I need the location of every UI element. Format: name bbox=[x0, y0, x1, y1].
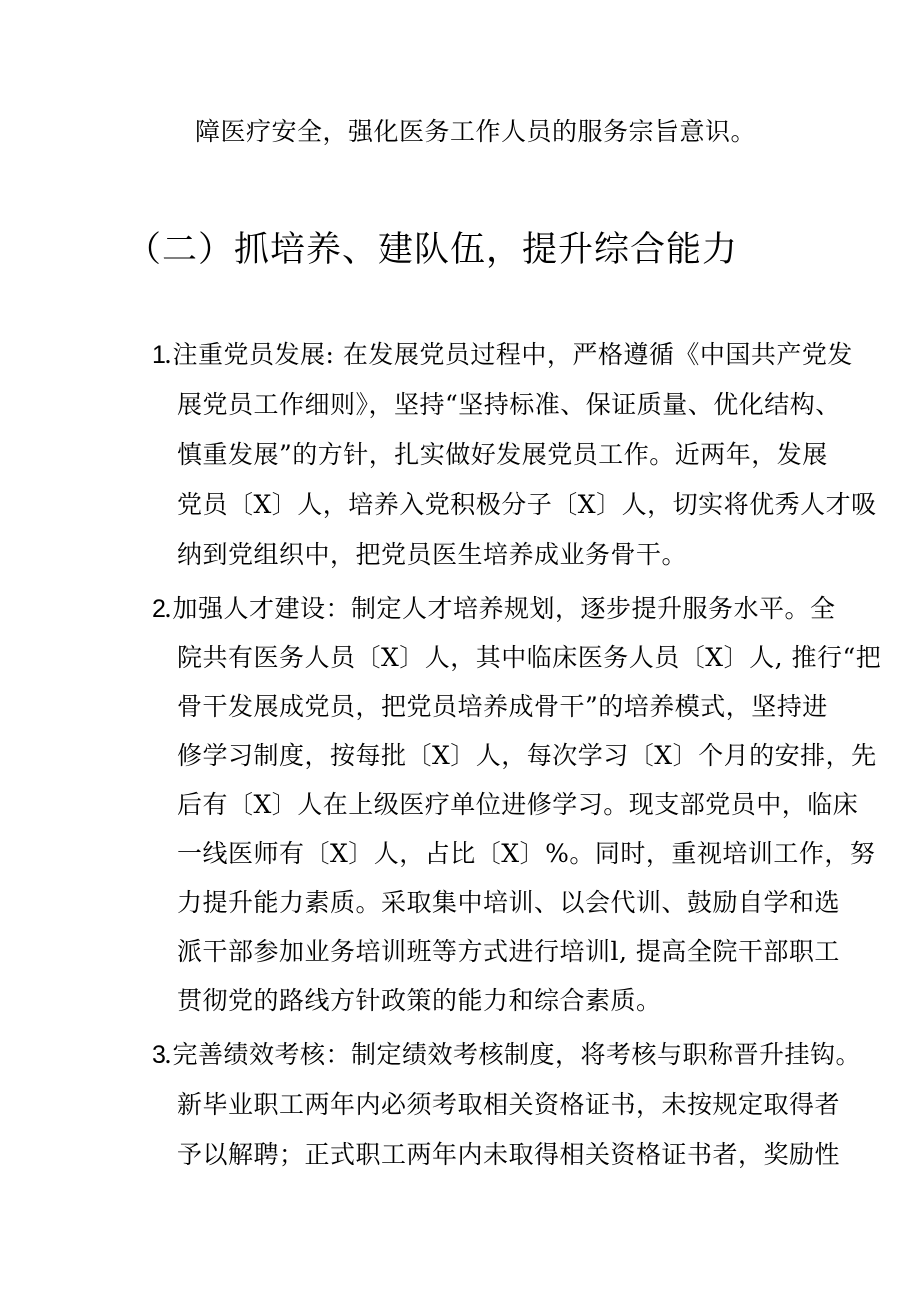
item-line: 力提升能力素质。采取集中培训、以会代训、鼓励自学和选 bbox=[177, 888, 841, 917]
item-line: 予以解聘；正式职工两年内未取得相关资格证书者，奖励性 bbox=[177, 1140, 841, 1169]
item-number: 1 bbox=[152, 341, 166, 369]
item-line: .注重党员发展: 在发展党员过程中，严格遵循《中国共产党发 bbox=[164, 340, 853, 369]
intro-line: 障医疗安全，强化医务工作人员的服务宗旨意识。 bbox=[195, 117, 757, 146]
item-number: 2 bbox=[152, 595, 166, 623]
item-line: 展党员工作细则》，坚持“坚持标准、保证质量、优化结构、 bbox=[177, 390, 841, 419]
item-line: 纳到党组织中，把党员医生培养成业务骨干。 bbox=[177, 540, 688, 569]
item-line: 骨干发展成党员，把党员培养成骨干”的培养模式，坚持进 bbox=[177, 692, 828, 721]
item-line: 新毕业职工两年内必须考取相关资格证书，未按规定取得者 bbox=[177, 1090, 841, 1119]
item-line: 贯彻党的路线方针政策的能力和综合素质。 bbox=[177, 986, 662, 1015]
item-line: .加强人才建设：制定人才培养规划，逐步提升服务水平。全 bbox=[164, 594, 836, 623]
item-line: 慎重发展”的方针，扎实做好发展党员工作。近两年，发展 bbox=[177, 440, 828, 469]
item-line: .完善绩效考核：制定绩效考核制度，将考核与职称晋升挂钩。 bbox=[164, 1040, 861, 1069]
item-number: 3 bbox=[152, 1041, 166, 1069]
item-line: 派干部参加业务培训班等方式进行培训l, 提高全院干部职工 bbox=[177, 937, 840, 966]
item-line: 后有〔X〕人在上级医疗单位进修学习。现支部党员中，临床 bbox=[177, 790, 859, 819]
item-line: 一线医师有〔X〕人，占比〔X〕%。同时，重视培训工作，努 bbox=[177, 839, 876, 868]
item-line: 院共有医务人员〔X〕人，其中临床医务人员〔X〕人, 推行“把 bbox=[177, 643, 882, 672]
item-line: 修学习制度，按每批〔X〕人，每次学习〔X〕个月的安排，先 bbox=[177, 741, 877, 770]
item-line: 党员〔X〕人，培养入党积极分子〔X〕人，切实将优秀人才吸 bbox=[177, 490, 877, 519]
section-heading: （二）抓培养、建队伍，提升综合能力 bbox=[126, 230, 739, 270]
